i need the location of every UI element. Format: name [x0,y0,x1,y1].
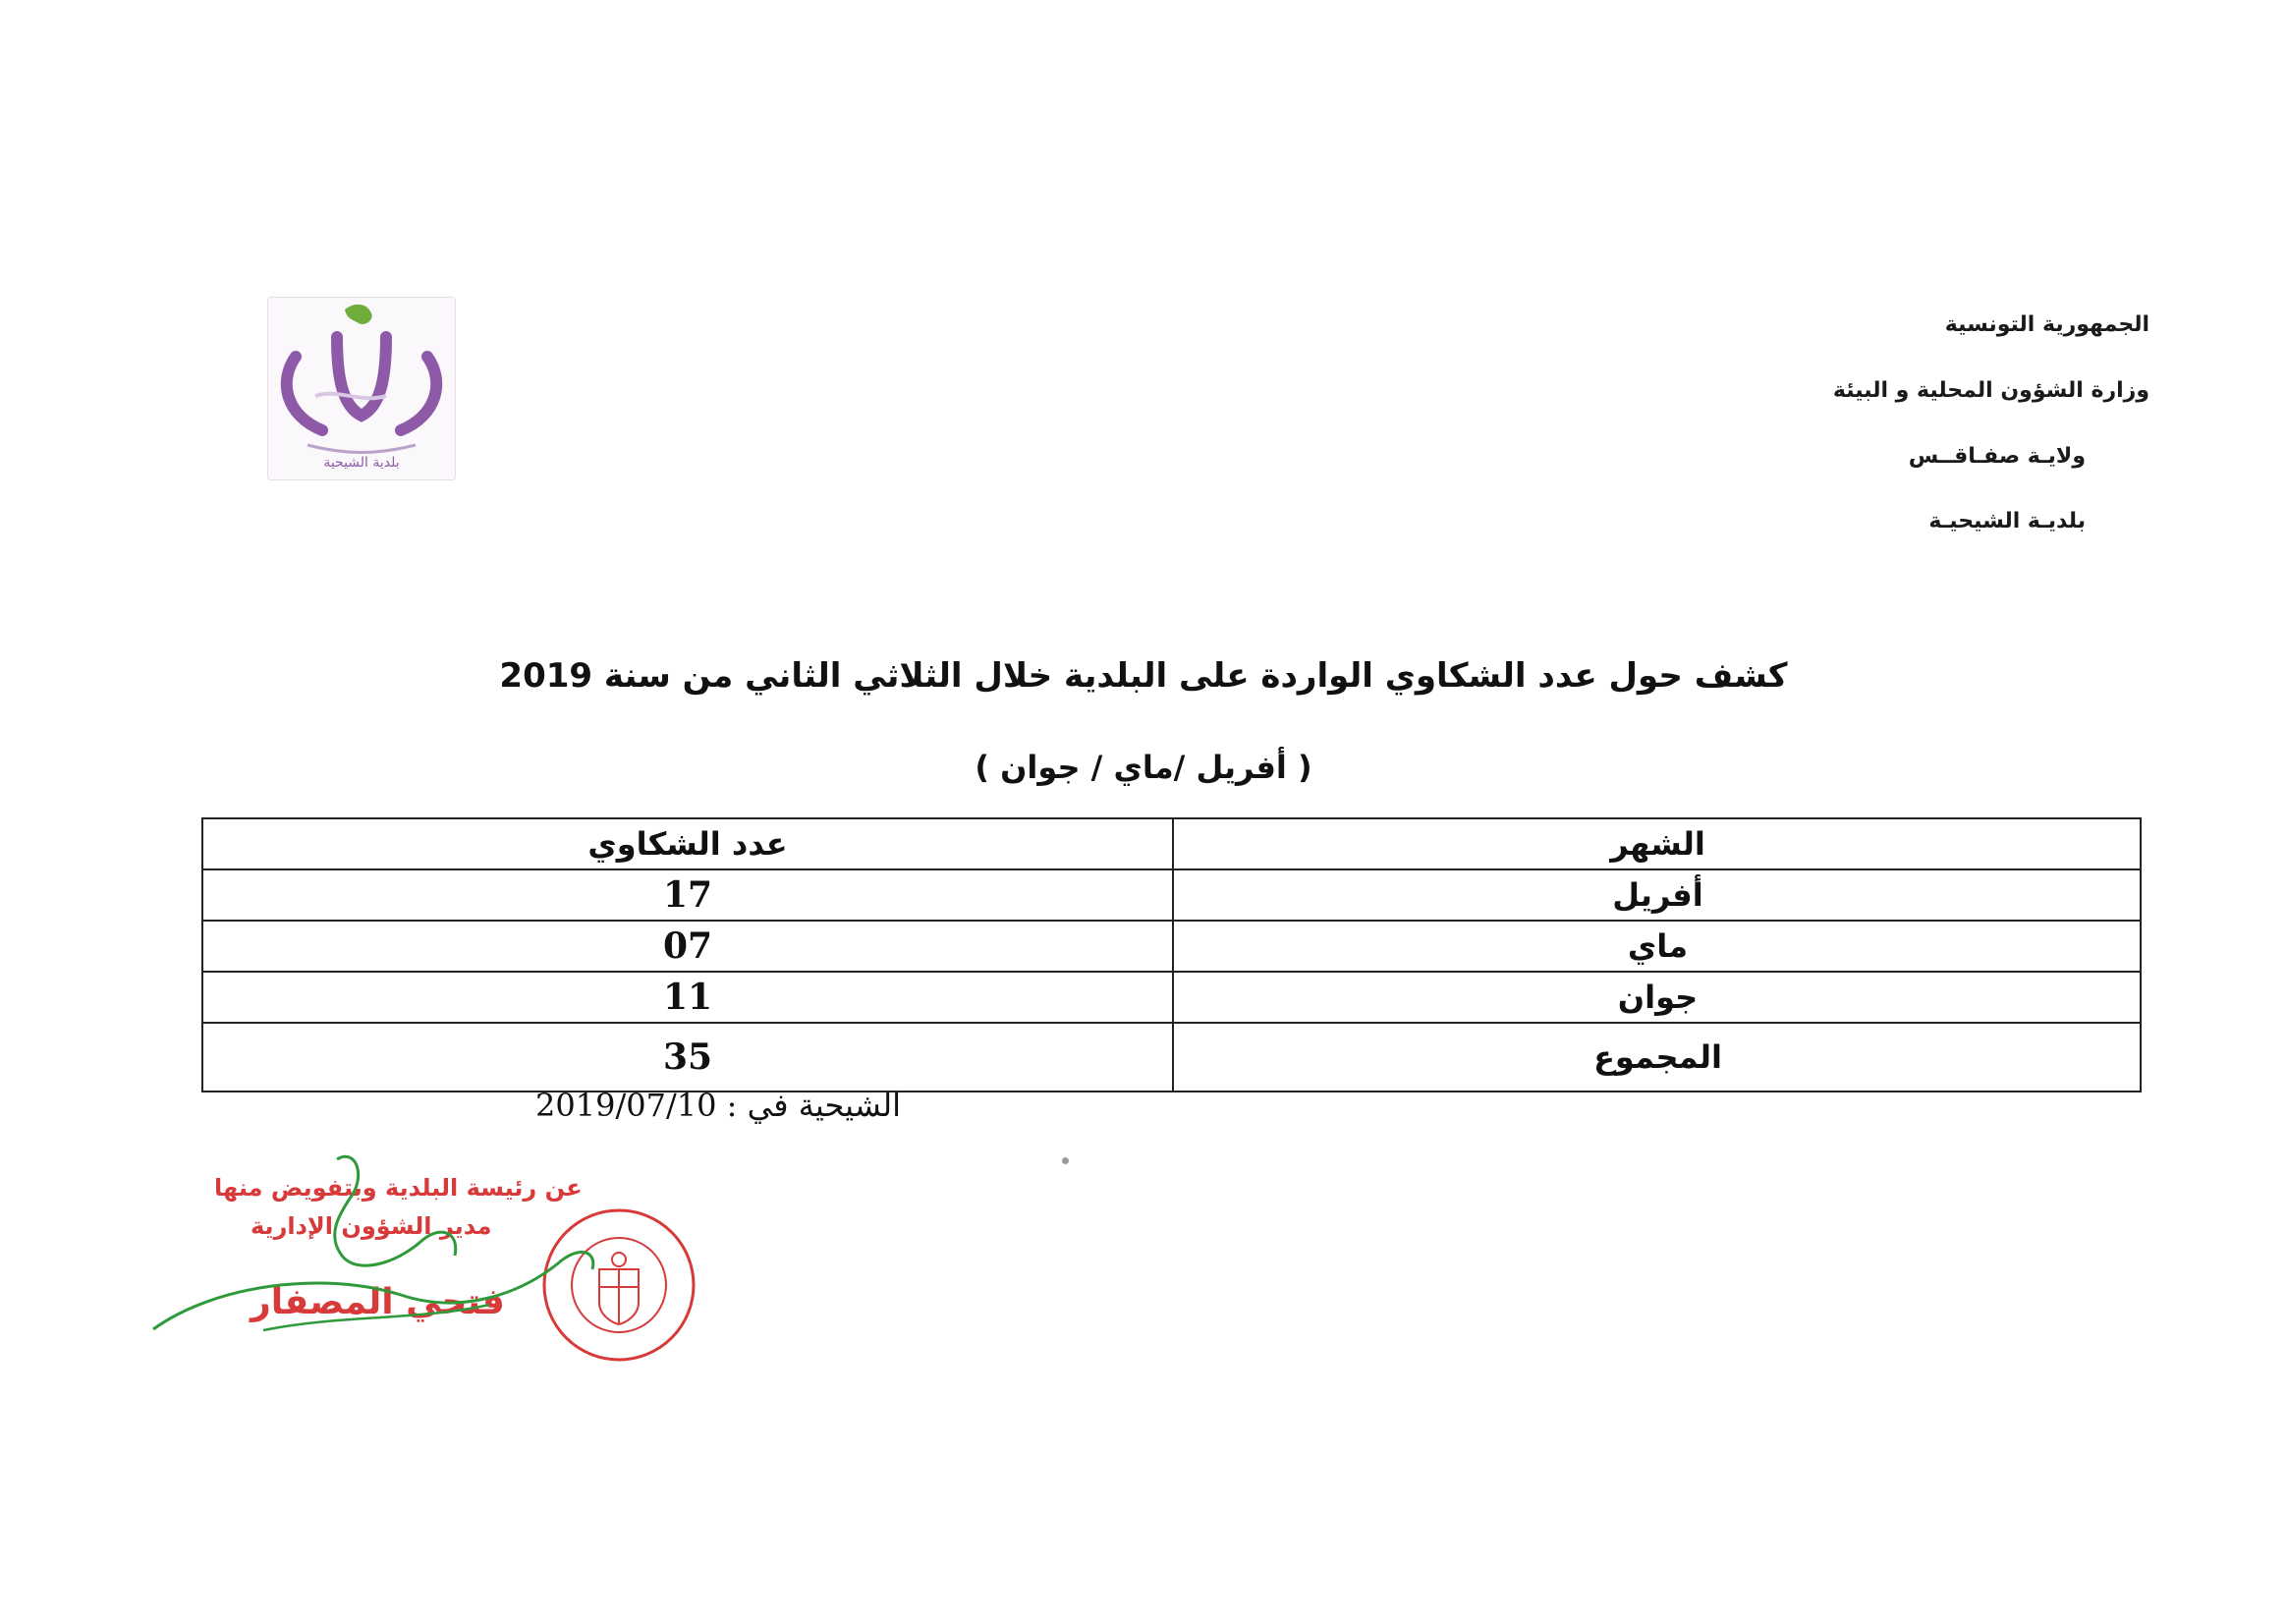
table-row [203,870,2140,922]
header-municipality: بلديـة الشيحيـة [1928,509,2086,533]
report-title: كشف حول عدد الشكاوي الواردة على البلدية خلال الثلاثي الثاني من سنة 2019 [499,656,1788,696]
table-row [203,922,2140,973]
header-ministry: وزارة الشؤون المحلية و البيئة [1832,378,2149,403]
municipality-logo-icon [268,298,455,479]
signature-name: فتحي المصفار [251,1282,505,1322]
total-count: 35 [662,1036,713,1078]
table-total-row [203,1024,2140,1091]
municipality-logo [267,297,456,480]
stamp-seal-icon [538,1204,700,1367]
date-line: الشيحية في : 2019/07/10 [535,1087,902,1124]
report-subtitle: ( أفريل /ماي / جوان ) [975,749,1312,786]
month-cell: جوان [1617,979,1699,1016]
header-republic: الجمهورية التونسية [1944,312,2149,337]
page-dot [1062,1157,1069,1164]
month-header: الشهر [1610,825,1705,863]
month-cell: ماي [1627,927,1689,965]
complaints-table [201,817,2142,1092]
count-cell: 07 [662,925,713,967]
count-cell: 11 [662,977,713,1018]
table-header-row [203,819,2140,870]
header-governorate: ولايـة صفـاقــس [1908,444,2086,469]
count-cell: 17 [662,874,713,916]
count-header: عدد الشكاوي [587,825,788,863]
month-cell: أفريل [1612,876,1703,914]
signature-title: مدير الشؤون الإدارية [251,1212,492,1240]
official-stamp [538,1204,700,1367]
table-row [203,973,2140,1024]
total-label: المجموع [1593,1038,1722,1076]
logo-caption: بلدية الشيحية [323,455,400,471]
signature-delegation: عن رئيسة البلدية وبتفويض منها [214,1174,583,1202]
